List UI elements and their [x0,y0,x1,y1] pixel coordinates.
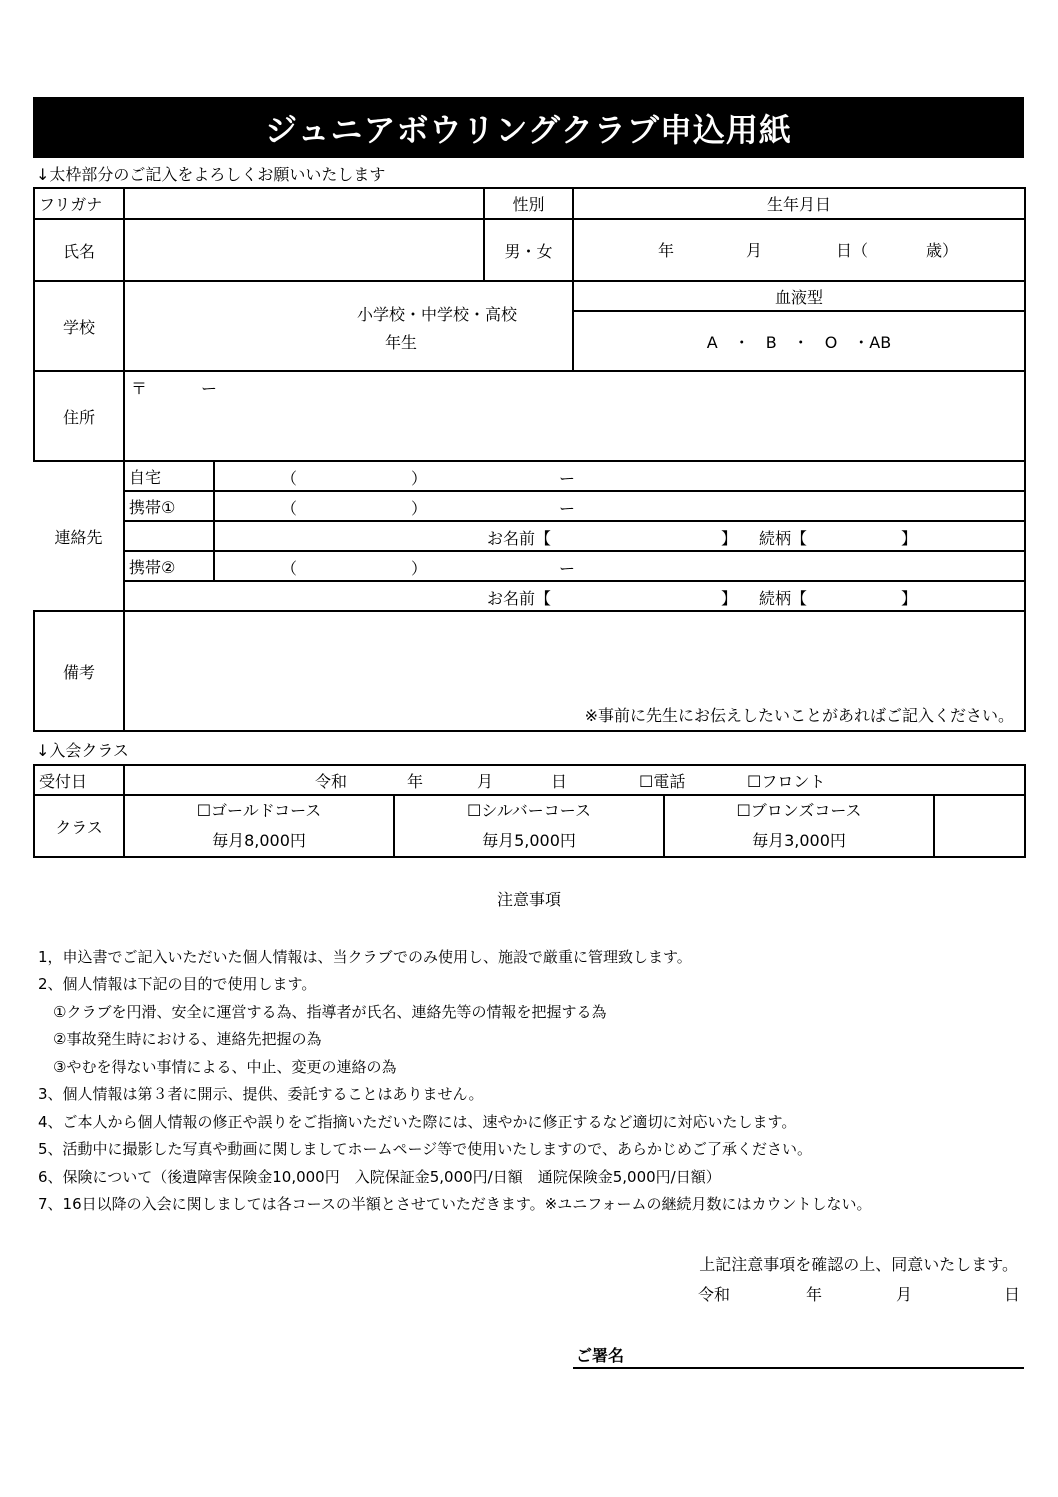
mobile2-owner-input[interactable] [124,581,1025,611]
front-checkbox[interactable]: ☐フロント [747,772,826,791]
class-table [33,764,1026,858]
signature-line[interactable] [573,1367,1024,1369]
postal-dash: ー [201,379,218,398]
blood-type-label: 血液型 [573,281,1025,311]
year-label: 年 [407,772,424,791]
furigana-label: フリガナ [34,188,124,219]
birth-age: 歳） [926,241,959,260]
notice-item: ①クラブを円滑、安全に運営する為、指導者が氏名、連絡先等の情報を把握する為 [38,1003,607,1021]
gender-label: 性別 [484,188,573,219]
phone-checkbox[interactable]: ☐電話 [639,772,686,791]
notice-item: ②事故発生時における、連絡先把握の為 [38,1030,322,1048]
birthdate-input[interactable] [573,219,1025,281]
school-grade: 年生 [385,333,418,352]
class-label: クラス [34,795,124,857]
name-field-label: お名前【 [487,529,552,548]
relation-field-label: 続柄【 [759,589,808,608]
remarks-input[interactable] [124,611,1025,731]
relation-field-close: 】 [901,589,918,608]
paren-open: （ [281,499,298,518]
consent-text: 上記注意事項を確認の上、同意いたします。 [699,1255,1018,1274]
consent-day: 日 [1004,1285,1021,1304]
blood-type-options[interactable]: A ・ B ・ O ・AB [573,311,1025,371]
notice-item: ③やむを得ない事情による、中止、変更の連絡の為 [38,1058,397,1076]
notice-item: 6、保険について（後遺障害保険金10,000円 入院保証金5,000円/日額 通院保険金5,000円/日額） [38,1168,721,1186]
consent-year: 年 [806,1285,823,1304]
bronze-course-name: ☐ブロンズコース [736,801,862,820]
phone-dash: ー [559,499,576,518]
silver-course-name: ☐シルバーコース [466,801,592,820]
remarks-note: ※事前に先生にお伝えしたいことがあればご記入ください。 [584,706,1014,725]
birth-month: 月 [746,241,763,260]
notice-heading: 注意事項 [496,890,561,909]
mobile1-owner-input[interactable] [214,521,1025,551]
mobile2-input[interactable] [214,551,1025,581]
name-field-close: 】 [721,589,738,608]
bronze-course-price: 毎月3,000円 [752,831,846,850]
month-label: 月 [477,772,494,791]
school-label: 学校 [34,281,124,371]
gold-course-name: ☐ゴールドコース [196,801,322,820]
birth-day: 日（ [836,241,869,260]
paren-open: （ [281,559,298,578]
contact-label: 連絡先 [34,461,124,611]
phone-dash: ー [559,469,576,488]
address-input[interactable] [124,371,1025,461]
consent-month: 月 [896,1285,913,1304]
gold-course-price: 毎月8,000円 [212,831,306,850]
name-field-label: お名前【 [487,589,552,608]
home-phone-input[interactable] [214,461,1025,491]
day-label: 日 [551,772,568,791]
paren-close: ） [411,469,428,488]
gender-options[interactable]: 男・女 [484,219,573,281]
mobile2-label: 携帯② [124,551,214,581]
notice-item: 1，申込書でご記入いただいた個人情報は、当クラブでのみ使用し、施設で厳重に管理致します。 [38,948,692,966]
notice-item: 7、16日以降の入会に関しましては各コースの半額とさせていただきます。※ユニフォームの継続月数にはカウントしない。 [38,1195,872,1213]
name-field-close: 】 [721,529,738,548]
reiwa-label: 令和 [315,772,348,791]
class-heading: ↓入会クラス [36,741,129,760]
notice-item: 4、ご本人から個人情報の修正や誤りをご指摘いただいた際には、速やかに修正するなど適切に対応いたします。 [38,1113,797,1131]
mobile1-name-blank [124,521,214,551]
notice-item: 3、個人情報は第３者に開示、提供、委託することはありません。 [38,1085,484,1103]
birth-year: 年 [658,241,675,260]
birthdate-label: 生年月日 [573,188,1025,219]
paren-open: （ [281,469,298,488]
relation-field-close: 】 [901,529,918,548]
school-input[interactable] [124,281,573,371]
mobile1-label: 携帯① [124,491,214,521]
gold-course[interactable] [124,795,394,857]
furigana-input[interactable] [124,188,484,219]
consent-reiwa: 令和 [698,1285,731,1304]
reception-date-label: 受付日 [34,765,124,795]
silver-course[interactable] [394,795,664,857]
paren-close: ） [411,559,428,578]
name-input[interactable] [124,219,484,281]
postal-mark: 〒 [131,379,148,398]
relation-field-label: 続柄【 [759,529,808,548]
remarks-label: 備考 [34,611,124,731]
home-label: 自宅 [124,461,214,491]
phone-dash: ー [559,559,576,578]
signature-label: ご署名 [576,1346,625,1365]
class-blank-cell [934,795,1025,857]
paren-close: ） [411,499,428,518]
silver-course-price: 毎月5,000円 [482,831,576,850]
name-label: 氏名 [34,219,124,281]
address-label: 住所 [34,371,124,461]
form-title: ジュニアボウリングクラブ申込用紙 [33,97,1024,158]
instruction-text: ↓太枠部分のご記入をよろしくお願いいたします [36,165,386,184]
application-form-table [33,187,1026,732]
notice-item: 2、個人情報は下記の目的で使用します。 [38,975,317,993]
school-types: 小学校・中学校・高校 [357,305,518,324]
mobile1-input[interactable] [214,491,1025,521]
bronze-course[interactable] [664,795,934,857]
reception-date-input[interactable] [124,765,1025,795]
notice-item: 5、活動中に撮影した写真や動画に関しましてホームページ等で使用いたしますので、あらかじめご了承ください。 [38,1140,812,1158]
